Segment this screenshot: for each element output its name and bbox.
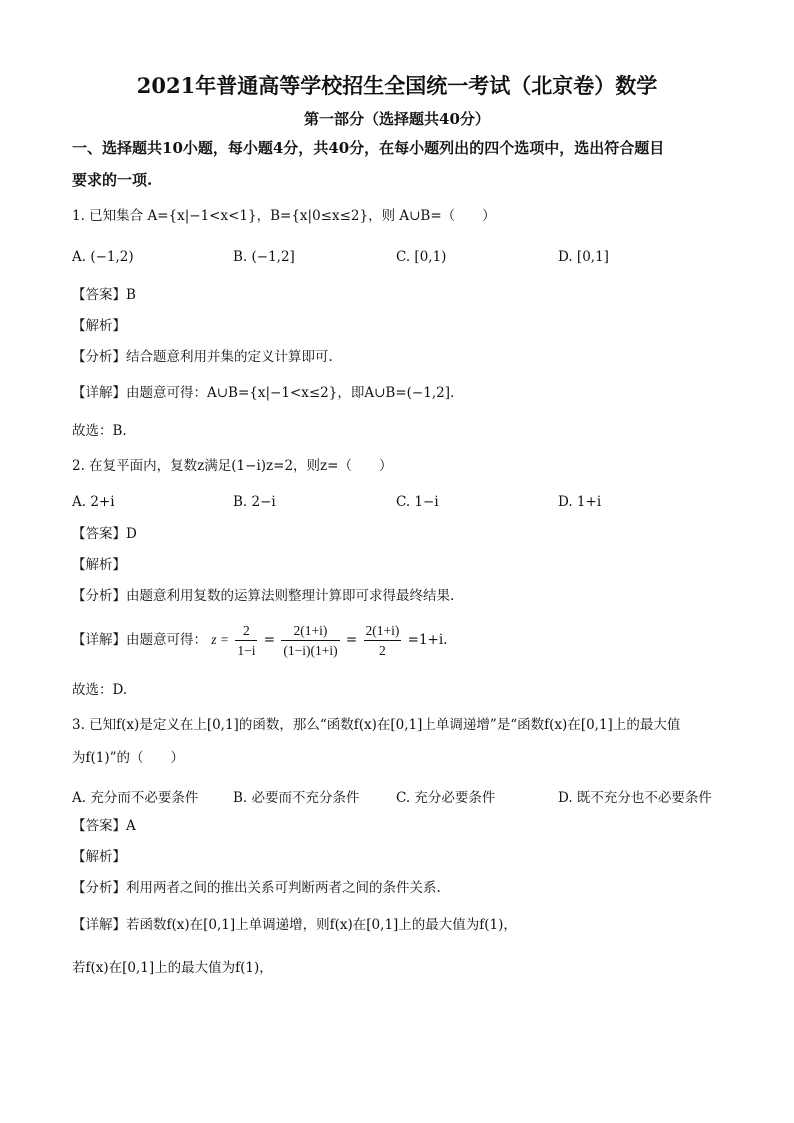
q3-option-d: D. 既不充分也不必要条件 — [558, 790, 712, 806]
q1-answer: 【答案】B — [72, 287, 136, 303]
q2-detail — [72, 622, 447, 659]
q2-choice: 故选：D. — [72, 682, 128, 698]
section-instruction-line-1: 一、选择题共10小题，每小题4分，共40分，在每小题列出的四个选项中，选出符合题目 — [72, 139, 665, 157]
part-heading: 第一部分（选择题共40分） — [304, 110, 490, 128]
q1-analysis-label: 【解析】 — [72, 318, 126, 334]
q2-detail-lhs: z = — [211, 632, 230, 647]
section-instruction-line-2: 要求的一项. — [72, 171, 153, 189]
q2-fraction-3 — [364, 622, 402, 659]
q1-fenxi: 【分析】结合题意利用并集的定义计算即可. — [72, 349, 333, 365]
question-1-stem: 1. 已知集合 A={x|−1<x<1}，B={x|0≤x≤2}，则 A∪B=（ ） — [72, 208, 496, 224]
q2-analysis-label: 【解析】 — [72, 557, 126, 573]
q3-answer: 【答案】A — [72, 818, 136, 834]
question-3-stem-line-2: 为f(1)”的（ ） — [72, 750, 185, 766]
q2-answer: 【答案】D — [72, 526, 137, 542]
question-3-stem-line-1: 3. 已知f(x)是定义在上[0,1]的函数，那么“函数f(x)在[0,1]上单调递增”是“函数f(x)在[0,1]上的最大值 — [72, 717, 681, 733]
q1-detail: 【详解】由题意可得：A∪B={x|−1<x≤2}，即A∪B=(−1,2]. — [72, 385, 455, 401]
q2-equals-2: = — [345, 632, 358, 648]
q2-fraction-1 — [235, 622, 257, 659]
q2-fraction-2-numerator: 2(1+i) — [281, 622, 339, 641]
q2-fraction-3-denominator: 2 — [379, 643, 386, 658]
q2-detail-tail: =1+i. — [407, 632, 448, 648]
q2-option-c: C. 1−i — [396, 494, 439, 510]
q3-fenxi: 【分析】利用两者之间的推出关系可判断两者之间的条件关系. — [72, 880, 441, 896]
q1-option-c: C. [0,1) — [396, 249, 447, 265]
q2-option-d: D. 1+i — [558, 494, 602, 510]
q1-option-a: A. (−1,2) — [72, 249, 134, 265]
q2-option-b: B. 2−i — [233, 494, 276, 510]
q2-fraction-2-denominator: (1−i)(1+i) — [283, 643, 338, 658]
q1-choice: 故选：B. — [72, 423, 127, 439]
q2-fraction-2 — [281, 622, 339, 659]
q2-fraction-1-numerator: 2 — [235, 622, 257, 641]
q3-option-b: B. 必要而不充分条件 — [233, 790, 360, 806]
q3-analysis-label: 【解析】 — [72, 849, 126, 865]
q3-option-a: A. 充分而不必要条件 — [72, 790, 199, 806]
q3-next-line: 若f(x)在[0,1]上的最大值为f(1)， — [72, 960, 273, 976]
question-2-stem: 2. 在复平面内，复数z满足(1−i)z=2，则z=（ ） — [72, 458, 393, 474]
q3-option-c: C. 充分必要条件 — [396, 790, 496, 806]
q2-fraction-3-numerator: 2(1+i) — [364, 622, 402, 641]
q2-fraction-1-denominator: 1−i — [237, 643, 256, 658]
q1-option-b: B. (−1,2] — [233, 249, 295, 265]
exam-title: 2021年普通高等学校招生全国统一考试（北京卷）数学 — [136, 73, 658, 98]
q1-option-d: D. [0,1] — [558, 249, 609, 265]
q2-option-a: A. 2+i — [72, 494, 115, 510]
q2-equals-1: = — [263, 632, 276, 648]
q2-fenxi: 【分析】由题意利用复数的运算法则整理计算即可求得最终结果. — [72, 588, 455, 604]
q2-detail-prefix: 【详解】由题意可得： — [72, 632, 207, 648]
q3-detail: 【详解】若函数f(x)在[0,1]上单调递增，则f(x)在[0,1]上的最大值为f(1)， — [72, 917, 517, 933]
